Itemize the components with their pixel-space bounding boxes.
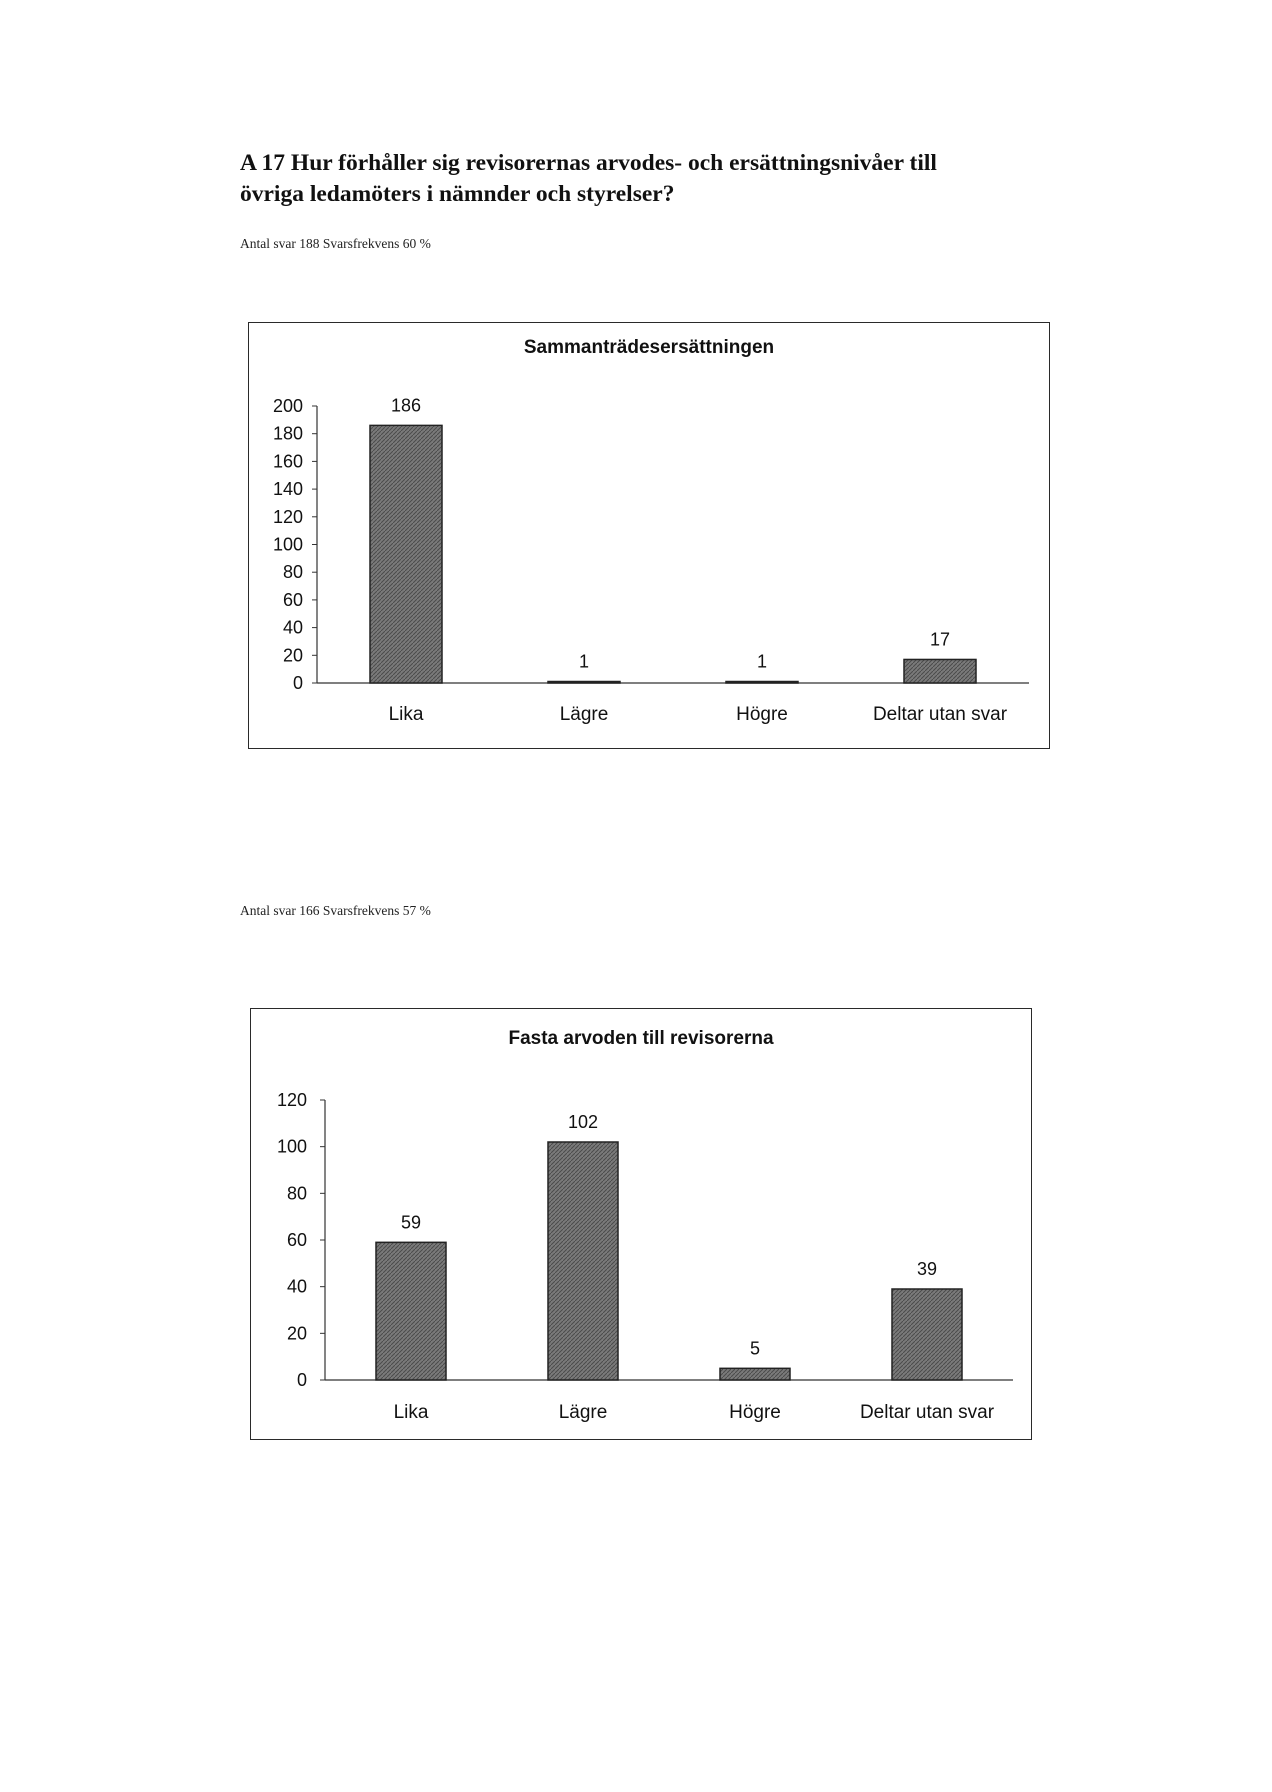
chart-2-title: Fasta arvoden till revisorerna: [508, 1028, 774, 1049]
chart-1-data-label-deltar-utan-svar: 17: [929, 629, 951, 650]
chart-1-data-label-h-gre: 1: [756, 651, 768, 672]
chart-1-category-label-h-gre: Högre: [736, 704, 788, 725]
chart-2-y-tick-label: 60: [286, 1230, 307, 1250]
question-heading-line-1: A 17 Hur förhåller sig revisorernas arvodes- och ersättningsnivåer till: [240, 150, 937, 176]
question-heading-line-2: övriga ledamöters i nämnder och styrelser?: [240, 181, 675, 207]
chart-2-bar-h-gre: [720, 1368, 790, 1380]
chart-2-y-tick-label: 40: [286, 1276, 307, 1297]
chart-1-y-tick-label: 140: [272, 479, 303, 500]
chart-1-title: Sammanträdesersättningen: [523, 337, 775, 358]
chart-2-category-label-l-gre: Lägre: [558, 1402, 608, 1423]
chart-1-bar-l-gre: [548, 682, 620, 684]
chart-1-y-tick-label: 120: [272, 506, 303, 527]
chart-2-data-label-deltar-utan-svar: 39: [916, 1259, 938, 1279]
chart-1-y-tick-label: 160: [272, 451, 303, 472]
chart-2-data-label-l-gre: 102: [567, 1112, 599, 1132]
chart-1-data-label-l-gre: 1: [578, 651, 590, 672]
chart-2-data-label-lika: 59: [400, 1212, 422, 1233]
chart-fasta-arvoden: [250, 1008, 1032, 1440]
chart-1-category-label-deltar-utan-svar: Deltar utan svar: [872, 704, 1008, 725]
chart-1-bar-lika: [370, 425, 442, 683]
chart-1-y-tick-label: 20: [282, 645, 303, 666]
chart-2-bar-deltar-utan-svar: [892, 1289, 962, 1380]
chart-2-y-tick-label: 80: [286, 1183, 307, 1204]
chart-1-y-tick-label: 60: [282, 589, 303, 610]
chart-1-y-tick-label: 200: [272, 396, 303, 416]
chart-1-y-tick-label: 80: [282, 562, 303, 583]
chart-2-data-label-h-gre: 5: [749, 1338, 761, 1359]
chart-2-y-tick-label: 0: [296, 1370, 307, 1390]
chart-1-y-tick-label: 180: [272, 423, 303, 444]
question-heading: [240, 148, 1060, 210]
chart-1-category-label-lika: Lika: [388, 704, 424, 725]
chart-1-bar-deltar-utan-svar: [904, 659, 976, 683]
chart-1-bar-h-gre: [726, 682, 798, 684]
chart-2-y-tick-label: 120: [276, 1090, 307, 1110]
chart-2-category-label-deltar-utan-svar: Deltar utan svar: [859, 1402, 995, 1423]
chart-2-bar-l-gre: [548, 1142, 618, 1380]
chart-1-data-label-lika: 186: [390, 395, 422, 416]
chart-1-y-tick-label: 40: [282, 617, 303, 638]
chart-sammantradesersattningen: [248, 322, 1050, 749]
chart-1-svg: [249, 323, 1049, 748]
chart-2-y-tick-label: 20: [286, 1323, 307, 1344]
chart-2-category-label-lika: Lika: [393, 1402, 429, 1423]
chart-1-y-tick-label: 0: [292, 673, 303, 693]
chart-2-category-label-h-gre: Högre: [729, 1402, 781, 1423]
chart-2-svg: [251, 1009, 1031, 1439]
chart-1-y-tick-label: 100: [272, 534, 303, 555]
chart-2-response-info: Antal svar 166 Svarsfrekvens 57 %: [240, 903, 431, 918]
chart-2-y-tick-label: 100: [276, 1136, 307, 1157]
chart-1-response-info: Antal svar 188 Svarsfrekvens 60 %: [240, 236, 431, 251]
chart-1-category-label-l-gre: Lägre: [559, 704, 609, 725]
chart-2-bar-lika: [376, 1242, 446, 1380]
